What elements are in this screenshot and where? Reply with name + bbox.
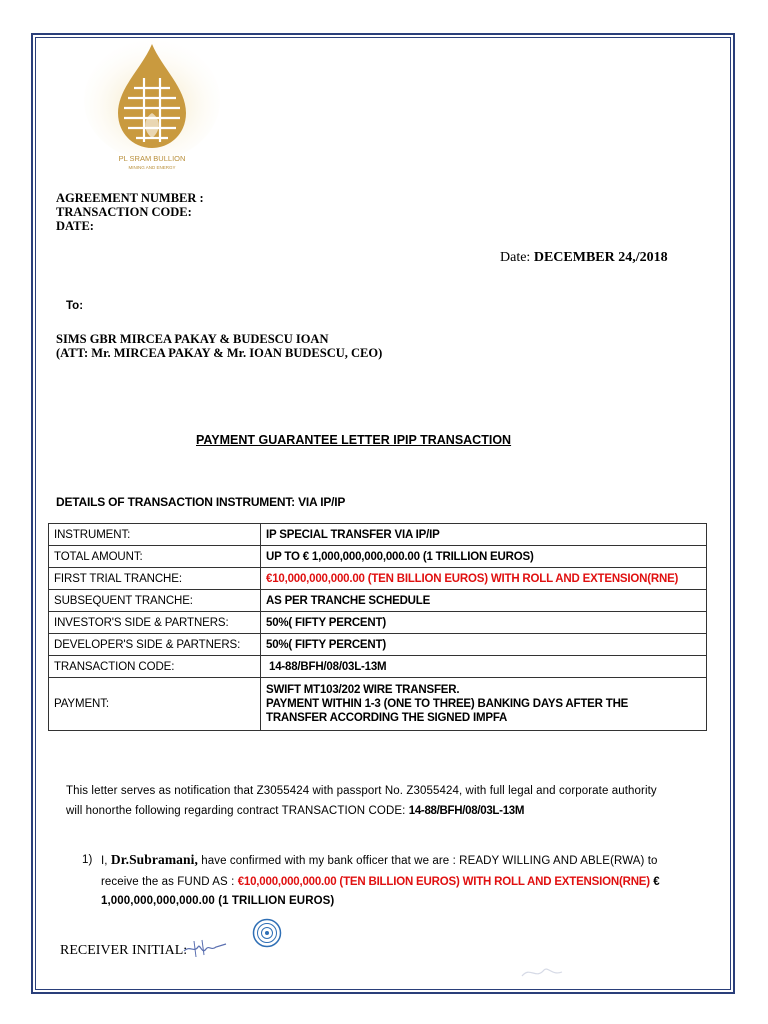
faint-signature-icon bbox=[518, 962, 568, 982]
recipient-attention: (ATT: Mr. MIRCEA PAKAY & Mr. IOAN BUDESCU, CEO) bbox=[56, 346, 383, 360]
table-value: €10,000,000,000.00 (TEN BILLION EUROS) WITH ROLL AND EXTENSION(RNE) bbox=[261, 568, 707, 590]
table-value: IP SPECIAL TRANSFER VIA IP/IP bbox=[261, 524, 707, 546]
item-1-name: Dr.Subramani, bbox=[110, 852, 198, 867]
notification-line-1: This letter serves as notification that Z3055424 with passport No. Z3055424, with full legal and corporate authority bbox=[66, 785, 657, 797]
table-row bbox=[49, 678, 707, 731]
table-row bbox=[49, 524, 707, 546]
table-value: 50%( FIFTY PERCENT) bbox=[261, 634, 707, 656]
transaction-details-table bbox=[48, 523, 707, 731]
table-key: SUBSEQUENT TRANCHE: bbox=[49, 590, 261, 612]
table-value: 50%( FIFTY PERCENT) bbox=[261, 612, 707, 634]
item-1-line-1 bbox=[101, 850, 658, 871]
receiver-initial-label: RECEIVER INITIAL: bbox=[60, 943, 188, 958]
letter-date bbox=[500, 250, 668, 266]
table-key: INSTRUMENT: bbox=[49, 524, 261, 546]
item-number: 1) bbox=[82, 854, 93, 866]
table-row bbox=[49, 634, 707, 656]
item-1-text-2: receive the as FUND AS : bbox=[101, 876, 238, 888]
oil-drop-logo-icon bbox=[82, 38, 232, 188]
table-row bbox=[49, 612, 707, 634]
payment-line-1: SWIFT MT103/202 WIRE TRANSFER. bbox=[266, 684, 460, 696]
notification-line-2 bbox=[66, 801, 524, 821]
payment-line-3: TRANSFER ACCORDING THE SIGNED IMPFA bbox=[266, 712, 508, 724]
recipient-name: SIMS GBR MIRCEA PAKAY & BUDESCU IOAN bbox=[56, 332, 329, 346]
notification-code: 14-88/BFH/08/03L-13M bbox=[408, 805, 525, 817]
signature-initial-icon bbox=[180, 935, 230, 959]
table-key: TRANSACTION CODE: bbox=[49, 656, 261, 678]
agreement-number-label: AGREEMENT NUMBER : bbox=[56, 191, 204, 205]
table-key: INVESTOR'S SIDE & PARTNERS: bbox=[49, 612, 261, 634]
item-1-text: have confirmed with my bank officer that we are : READY WILLING AND ABLE(RWA) to bbox=[197, 855, 658, 867]
table-key: TOTAL AMOUNT: bbox=[49, 546, 261, 568]
document-title: PAYMENT GUARANTEE LETTER IPIP TRANSACTION bbox=[196, 433, 512, 447]
logo-company-name: PL SRAM BULLION bbox=[118, 154, 186, 163]
logo-company-subtitle: MINING AND ENERGY bbox=[128, 165, 176, 170]
payment-line-2: PAYMENT WITHIN 1-3 (ONE TO THREE) BANKING DAYS AFTER THE bbox=[266, 698, 629, 710]
table-value: UP TO € 1,000,000,000,000.00 (1 TRILLION EUROS) bbox=[261, 546, 707, 568]
item-1-line-3: 1,000,000,000,000.00 (1 TRILLION EUROS) bbox=[101, 895, 335, 907]
to-label: To: bbox=[66, 300, 84, 312]
table-key: FIRST TRIAL TRANCHE: bbox=[49, 568, 261, 590]
table-value: 14-88/BFH/08/03L-13M bbox=[261, 656, 707, 678]
table-row bbox=[49, 656, 707, 678]
letter-date-label: Date: bbox=[500, 250, 531, 265]
item-1-prefix: I, bbox=[101, 855, 111, 867]
table-row bbox=[49, 546, 707, 568]
item-1-amount: €10,000,000,000.00 (TEN BILLION EUROS) WITH ROLL AND EXTENSION(RNE) bbox=[237, 876, 650, 888]
item-1-euro-symbol: € bbox=[649, 876, 660, 888]
table-key: DEVELOPER'S SIDE & PARTNERS: bbox=[49, 634, 261, 656]
letter-date-value: DECEMBER 24,/2018 bbox=[533, 250, 668, 265]
table-value-payment bbox=[261, 678, 707, 731]
table-row bbox=[49, 568, 707, 590]
item-1-line-2 bbox=[101, 872, 660, 892]
table-value: AS PER TRANCHE SCHEDULE bbox=[261, 590, 707, 612]
details-title: DETAILS OF TRANSACTION INSTRUMENT: VIA IP/IP bbox=[56, 495, 346, 509]
table-key: PAYMENT: bbox=[49, 678, 261, 731]
company-logo bbox=[82, 38, 232, 188]
company-stamp-icon bbox=[252, 918, 282, 948]
notification-text: will honorthe following regarding contract TRANSACTION CODE: bbox=[66, 805, 409, 817]
table-row bbox=[49, 590, 707, 612]
date-label: DATE: bbox=[56, 219, 94, 233]
transaction-code-label: TRANSACTION CODE: bbox=[56, 205, 192, 219]
